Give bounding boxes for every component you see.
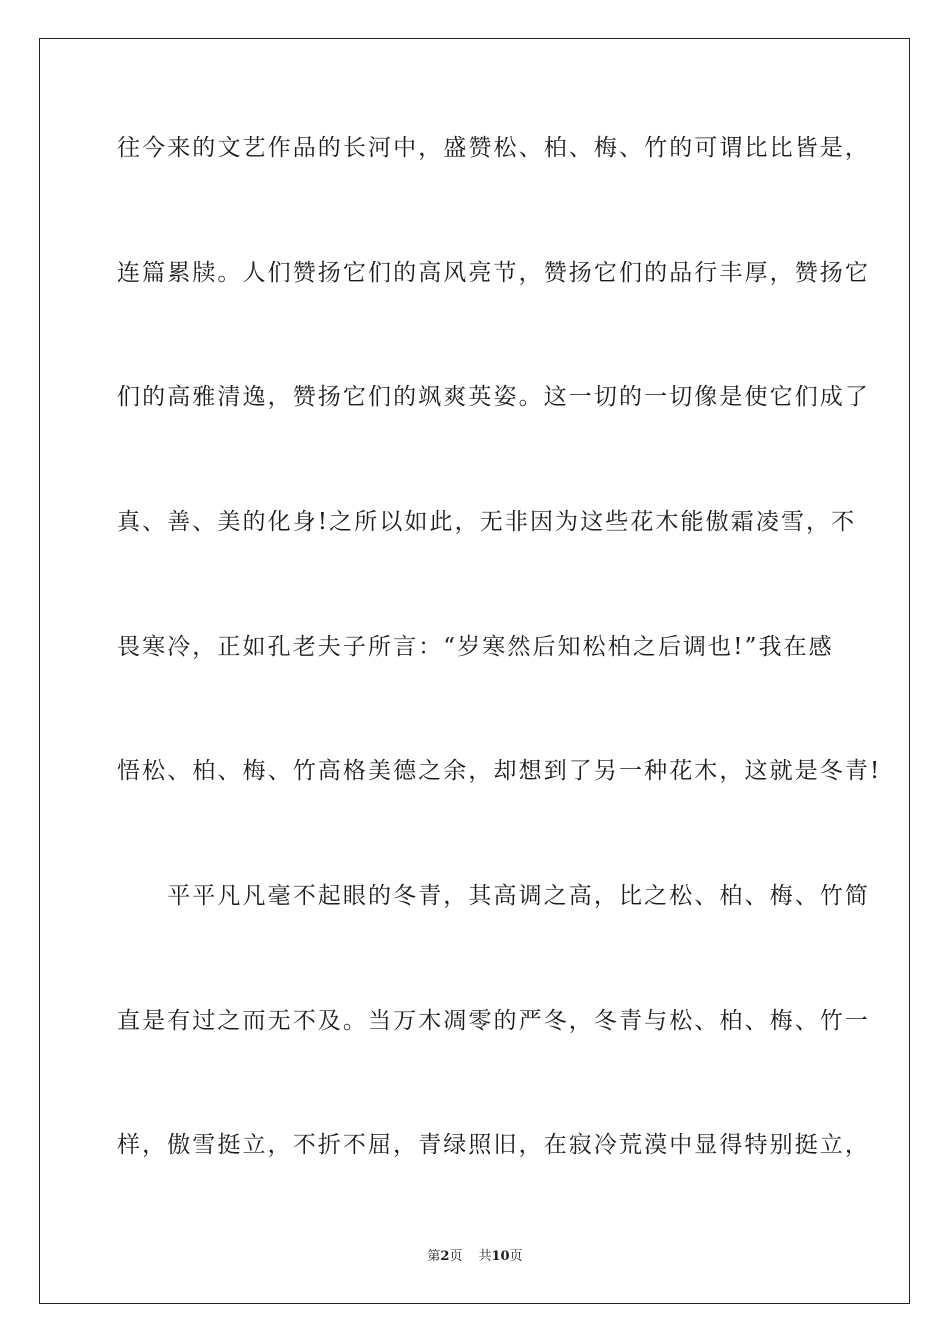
text-line: 往今来的文艺作品的长河中，盛赞松、柏、梅、竹的可谓比比皆是， bbox=[117, 135, 870, 161]
text-line: 直是有过之而无不及。当万木凋零的严冬，冬青与松、柏、梅、竹一 bbox=[117, 1008, 870, 1034]
text-line: 悟松、柏、梅、竹高格美德之余，却想到了另一种花木，这就是冬青! bbox=[117, 758, 882, 784]
page-unit: 页 bbox=[449, 1249, 463, 1264]
text-line: 们的高雅清逸，赞扬它们的飒爽英姿。这一切的一切像是使它们成了 bbox=[117, 384, 870, 410]
page-number: 2 bbox=[440, 1249, 450, 1264]
page-border bbox=[39, 38, 910, 1304]
text-line: 样，傲雪挺立，不折不屈，青绿照旧，在寂冷荒漠中显得特别挺立， bbox=[117, 1132, 870, 1158]
page-footer bbox=[0, 1248, 950, 1266]
page-prefix: 第 bbox=[427, 1249, 441, 1264]
text-line: 平平凡凡毫不起眼的冬青，其高调之高，比之松、柏、梅、竹简 bbox=[117, 883, 870, 909]
text-line: 真、善、美的化身!之所以如此，无非因为这些花木能傲霜凌雪，不 bbox=[117, 509, 857, 535]
total-unit: 页 bbox=[509, 1249, 523, 1264]
text-line: 连篇累牍。人们赞扬它们的高风亮节，赞扬它们的品行丰厚，赞扬它 bbox=[117, 260, 870, 286]
total-prefix: 共 bbox=[478, 1249, 492, 1264]
total-pages: 10 bbox=[491, 1249, 510, 1264]
text-line: 畏寒冷，正如孔老夫子所言：“岁寒然后知松柏之后调也!”我在感 bbox=[117, 634, 834, 660]
